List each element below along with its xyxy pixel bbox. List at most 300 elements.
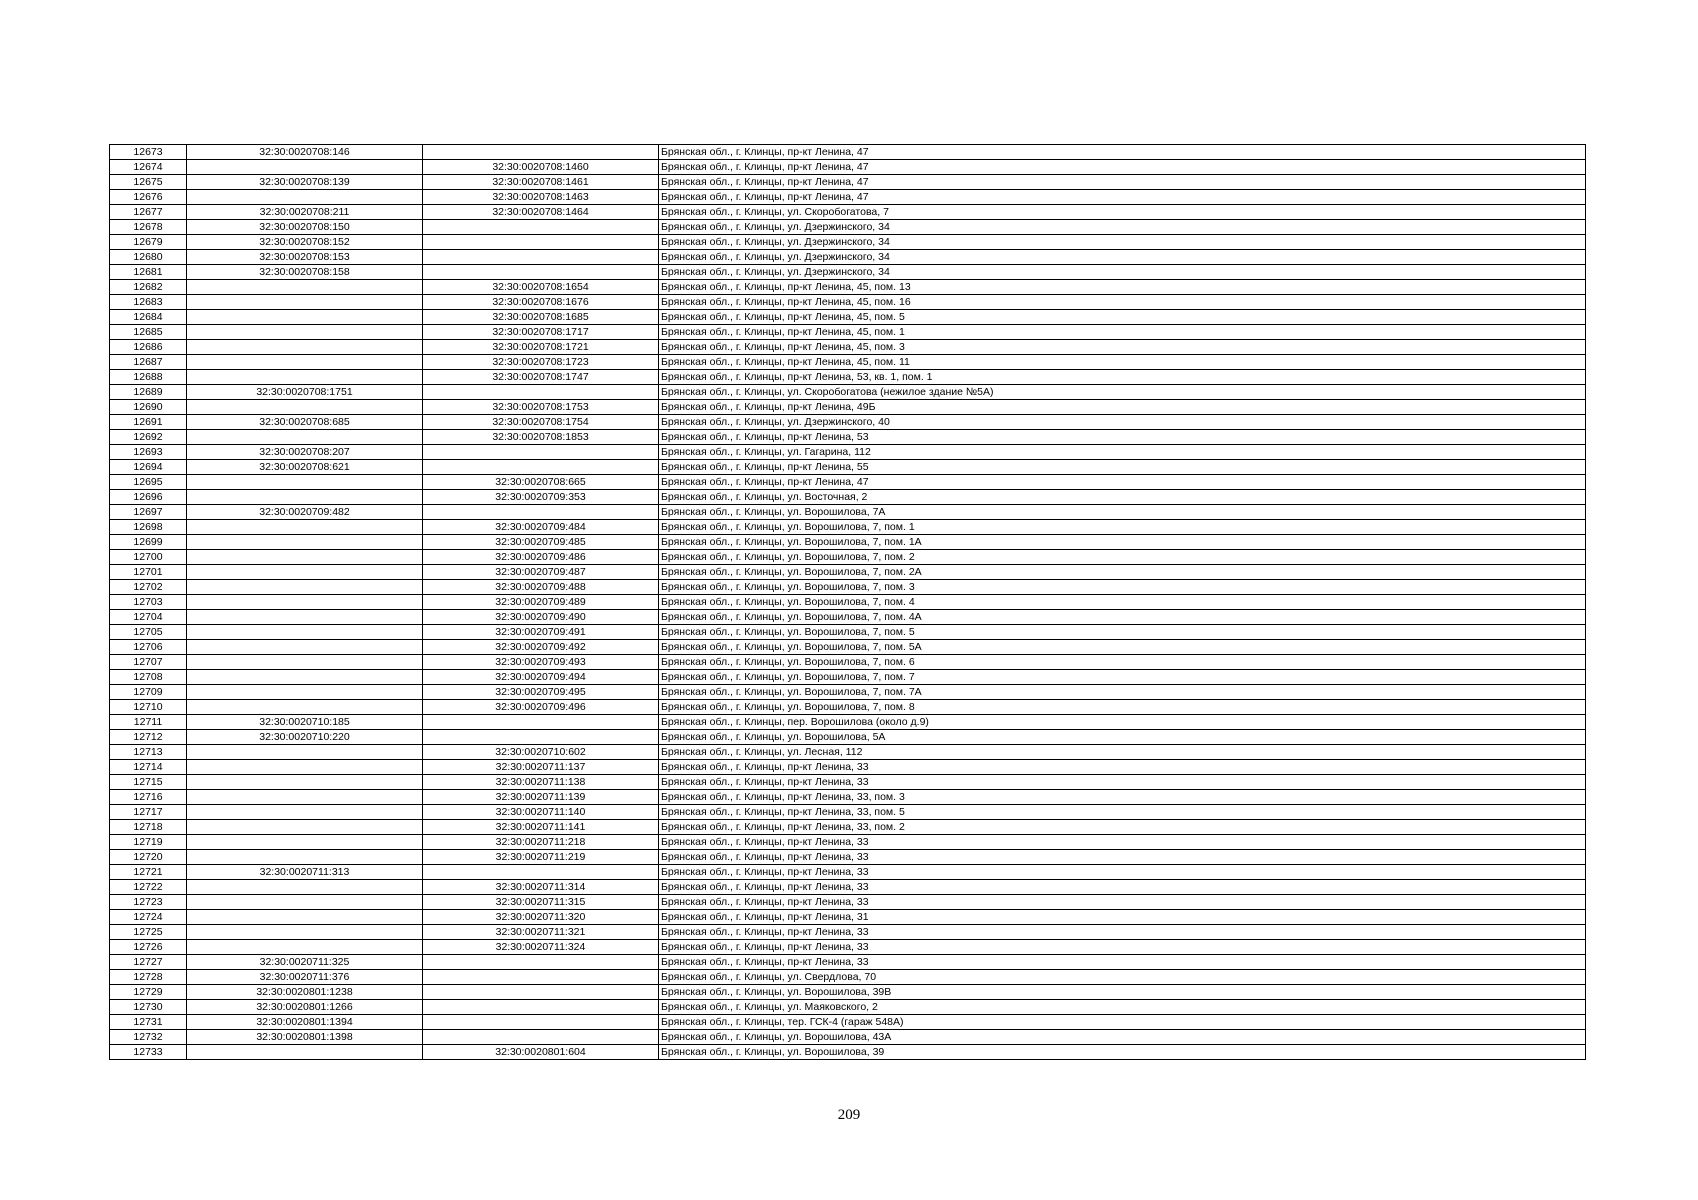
row-number-cell: 12688 [110, 370, 187, 385]
building-cadastral-number-cell: 32:30:0020711:141 [423, 820, 659, 835]
table-row [110, 970, 1586, 985]
table-row [110, 1030, 1586, 1045]
address-cell: Брянская обл., г. Клинцы, пр-кт Ленина, 45, пом. 1 [659, 325, 1586, 340]
building-cadastral-number-cell: 32:30:0020708:1717 [423, 325, 659, 340]
row-number-cell: 12676 [110, 190, 187, 205]
table-row [110, 235, 1586, 250]
address-cell: Брянская обл., г. Клинцы, ул. Ворошилова, 7, пом. 4 [659, 595, 1586, 610]
table-row [110, 1045, 1586, 1060]
address-cell: Брянская обл., г. Клинцы, ул. Ворошилова, 5А [659, 730, 1586, 745]
row-number-cell: 12674 [110, 160, 187, 175]
building-cadastral-number-cell: 32:30:0020709:485 [423, 535, 659, 550]
building-cadastral-number-cell: 32:30:0020711:314 [423, 880, 659, 895]
table-row [110, 610, 1586, 625]
address-cell: Брянская обл., г. Клинцы, ул. Лесная, 112 [659, 745, 1586, 760]
row-number-cell: 12718 [110, 820, 187, 835]
address-cell: Брянская обл., г. Клинцы, пр-кт Ленина, 33 [659, 775, 1586, 790]
address-cell: Брянская обл., г. Клинцы, ул. Скоробогатова (нежилое здание №5А) [659, 385, 1586, 400]
table-row [110, 760, 1586, 775]
building-cadastral-number-cell: 32:30:0020709:489 [423, 595, 659, 610]
table-row [110, 655, 1586, 670]
building-cadastral-number-cell: 32:30:0020708:1754 [423, 415, 659, 430]
address-cell: Брянская обл., г. Клинцы, пр-кт Ленина, 33 [659, 835, 1586, 850]
land-cadastral-number-cell [187, 1045, 423, 1060]
land-cadastral-number-cell [187, 850, 423, 865]
building-cadastral-number-cell: 32:30:0020711:315 [423, 895, 659, 910]
address-cell: Брянская обл., г. Клинцы, пр-кт Ленина, 47 [659, 190, 1586, 205]
address-cell: Брянская обл., г. Клинцы, пр-кт Ленина, 47 [659, 145, 1586, 160]
address-cell: Брянская обл., г. Клинцы, ул. Ворошилова, 7, пом. 5А [659, 640, 1586, 655]
land-cadastral-number-cell [187, 490, 423, 505]
address-cell: Брянская обл., г. Клинцы, пр-кт Ленина, 33, пом. 2 [659, 820, 1586, 835]
table-row [110, 355, 1586, 370]
land-cadastral-number-cell [187, 400, 423, 415]
building-cadastral-number-cell: 32:30:0020711:137 [423, 760, 659, 775]
table-row [110, 835, 1586, 850]
land-cadastral-number-cell [187, 190, 423, 205]
address-cell: Брянская обл., г. Клинцы, пр-кт Ленина, 47 [659, 175, 1586, 190]
land-cadastral-number-cell [187, 430, 423, 445]
address-cell: Брянская обл., г. Клинцы, пр-кт Ленина, 47 [659, 160, 1586, 175]
address-cell: Брянская обл., г. Клинцы, пр-кт Ленина, 31 [659, 910, 1586, 925]
table-row [110, 1015, 1586, 1030]
land-cadastral-number-cell [187, 895, 423, 910]
table-row [110, 595, 1586, 610]
land-cadastral-number-cell [187, 340, 423, 355]
address-cell: Брянская обл., г. Клинцы, пр-кт Ленина, 49Б [659, 400, 1586, 415]
address-cell: Брянская обл., г. Клинцы, пр-кт Ленина, 33 [659, 850, 1586, 865]
land-cadastral-number-cell [187, 745, 423, 760]
row-number-cell: 12727 [110, 955, 187, 970]
building-cadastral-number-cell: 32:30:0020709:494 [423, 670, 659, 685]
row-number-cell: 12695 [110, 475, 187, 490]
row-number-cell: 12708 [110, 670, 187, 685]
building-cadastral-number-cell [423, 730, 659, 745]
address-cell: Брянская обл., г. Клинцы, пр-кт Ленина, 55 [659, 460, 1586, 475]
land-cadastral-number-cell [187, 820, 423, 835]
building-cadastral-number-cell: 32:30:0020708:1461 [423, 175, 659, 190]
address-cell: Брянская обл., г. Клинцы, пр-кт Ленина, 53 [659, 430, 1586, 445]
address-cell: Брянская обл., г. Клинцы, ул. Ворошилова, 7, пом. 1 [659, 520, 1586, 535]
row-number-cell: 12732 [110, 1030, 187, 1045]
land-cadastral-number-cell: 32:30:0020709:482 [187, 505, 423, 520]
register-table-body [110, 145, 1586, 1060]
table-row [110, 190, 1586, 205]
building-cadastral-number-cell [423, 445, 659, 460]
table-row [110, 505, 1586, 520]
address-cell: Брянская обл., г. Клинцы, тер. ГСК-4 (гараж 548А) [659, 1015, 1586, 1030]
building-cadastral-number-cell: 32:30:0020708:1463 [423, 190, 659, 205]
address-cell: Брянская обл., г. Клинцы, ул. Дзержинского, 34 [659, 235, 1586, 250]
table-row [110, 220, 1586, 235]
row-number-cell: 12712 [110, 730, 187, 745]
row-number-cell: 12704 [110, 610, 187, 625]
row-number-cell: 12683 [110, 295, 187, 310]
address-cell: Брянская обл., г. Клинцы, пр-кт Ленина, 45, пом. 13 [659, 280, 1586, 295]
land-cadastral-number-cell [187, 520, 423, 535]
row-number-cell: 12694 [110, 460, 187, 475]
address-cell: Брянская обл., г. Клинцы, ул. Дзержинского, 40 [659, 415, 1586, 430]
property-register-table [109, 144, 1586, 1060]
table-row [110, 775, 1586, 790]
land-cadastral-number-cell [187, 310, 423, 325]
building-cadastral-number-cell: 32:30:0020708:1753 [423, 400, 659, 415]
table-row [110, 550, 1586, 565]
row-number-cell: 12682 [110, 280, 187, 295]
table-row [110, 520, 1586, 535]
address-cell: Брянская обл., г. Клинцы, пр-кт Ленина, 33 [659, 955, 1586, 970]
row-number-cell: 12703 [110, 595, 187, 610]
row-number-cell: 12689 [110, 385, 187, 400]
row-number-cell: 12691 [110, 415, 187, 430]
row-number-cell: 12713 [110, 745, 187, 760]
land-cadastral-number-cell: 32:30:0020708:153 [187, 250, 423, 265]
table-row [110, 670, 1586, 685]
land-cadastral-number-cell [187, 160, 423, 175]
table-row [110, 940, 1586, 955]
building-cadastral-number-cell [423, 385, 659, 400]
row-number-cell: 12699 [110, 535, 187, 550]
table-row [110, 790, 1586, 805]
address-cell: Брянская обл., г. Клинцы, ул. Дзержинского, 34 [659, 250, 1586, 265]
building-cadastral-number-cell [423, 220, 659, 235]
building-cadastral-number-cell [423, 970, 659, 985]
building-cadastral-number-cell: 32:30:0020711:139 [423, 790, 659, 805]
land-cadastral-number-cell: 32:30:0020708:621 [187, 460, 423, 475]
address-cell: Брянская обл., г. Клинцы, ул. Маяковского, 2 [659, 1000, 1586, 1015]
row-number-cell: 12707 [110, 655, 187, 670]
land-cadastral-number-cell: 32:30:0020708:150 [187, 220, 423, 235]
address-cell: Брянская обл., г. Клинцы, ул. Ворошилова, 7, пом. 6 [659, 655, 1586, 670]
building-cadastral-number-cell: 32:30:0020708:1464 [423, 205, 659, 220]
row-number-cell: 12729 [110, 985, 187, 1000]
table-row [110, 280, 1586, 295]
land-cadastral-number-cell: 32:30:0020801:1394 [187, 1015, 423, 1030]
row-number-cell: 12716 [110, 790, 187, 805]
row-number-cell: 12721 [110, 865, 187, 880]
table-row [110, 310, 1586, 325]
row-number-cell: 12710 [110, 700, 187, 715]
land-cadastral-number-cell [187, 325, 423, 340]
address-cell: Брянская обл., г. Клинцы, ул. Ворошилова, 43А [659, 1030, 1586, 1045]
land-cadastral-number-cell [187, 280, 423, 295]
address-cell: Брянская обл., г. Клинцы, ул. Ворошилова, 7, пом. 3 [659, 580, 1586, 595]
address-cell: Брянская обл., г. Клинцы, ул. Ворошилова, 39 [659, 1045, 1586, 1060]
building-cadastral-number-cell: 32:30:0020711:219 [423, 850, 659, 865]
table-row [110, 730, 1586, 745]
row-number-cell: 12705 [110, 625, 187, 640]
building-cadastral-number-cell: 32:30:0020711:140 [423, 805, 659, 820]
row-number-cell: 12725 [110, 925, 187, 940]
address-cell: Брянская обл., г. Клинцы, пр-кт Ленина, 33 [659, 760, 1586, 775]
building-cadastral-number-cell [423, 955, 659, 970]
building-cadastral-number-cell: 32:30:0020709:486 [423, 550, 659, 565]
building-cadastral-number-cell [423, 145, 659, 160]
land-cadastral-number-cell [187, 655, 423, 670]
address-cell: Брянская обл., г. Клинцы, пр-кт Ленина, 45, пом. 3 [659, 340, 1586, 355]
land-cadastral-number-cell: 32:30:0020710:220 [187, 730, 423, 745]
land-cadastral-number-cell: 32:30:0020711:376 [187, 970, 423, 985]
row-number-cell: 12711 [110, 715, 187, 730]
row-number-cell: 12692 [110, 430, 187, 445]
row-number-cell: 12719 [110, 835, 187, 850]
address-cell: Брянская обл., г. Клинцы, ул. Ворошилова, 7, пом. 4А [659, 610, 1586, 625]
land-cadastral-number-cell: 32:30:0020801:1238 [187, 985, 423, 1000]
building-cadastral-number-cell [423, 235, 659, 250]
land-cadastral-number-cell [187, 880, 423, 895]
land-cadastral-number-cell: 32:30:0020708:685 [187, 415, 423, 430]
land-cadastral-number-cell: 32:30:0020711:325 [187, 955, 423, 970]
table-row [110, 955, 1586, 970]
row-number-cell: 12678 [110, 220, 187, 235]
row-number-cell: 12681 [110, 265, 187, 280]
address-cell: Брянская обл., г. Клинцы, пр-кт Ленина, 33 [659, 925, 1586, 940]
row-number-cell: 12675 [110, 175, 187, 190]
table-row [110, 295, 1586, 310]
building-cadastral-number-cell: 32:30:0020711:324 [423, 940, 659, 955]
address-cell: Брянская обл., г. Клинцы, ул. Ворошилова, 7, пом. 8 [659, 700, 1586, 715]
address-cell: Брянская обл., г. Клинцы, пр-кт Ленина, 33, пом. 3 [659, 790, 1586, 805]
land-cadastral-number-cell: 32:30:0020708:158 [187, 265, 423, 280]
table-row [110, 535, 1586, 550]
land-cadastral-number-cell [187, 595, 423, 610]
building-cadastral-number-cell: 32:30:0020708:1721 [423, 340, 659, 355]
address-cell: Брянская обл., г. Клинцы, ул. Ворошилова, 7, пом. 1А [659, 535, 1586, 550]
building-cadastral-number-cell: 32:30:0020710:602 [423, 745, 659, 760]
table-row [110, 880, 1586, 895]
address-cell: Брянская обл., г. Клинцы, пр-кт Ленина, 33 [659, 940, 1586, 955]
land-cadastral-number-cell: 32:30:0020708:1751 [187, 385, 423, 400]
building-cadastral-number-cell: 32:30:0020709:496 [423, 700, 659, 715]
building-cadastral-number-cell: 32:30:0020709:487 [423, 565, 659, 580]
land-cadastral-number-cell: 32:30:0020708:152 [187, 235, 423, 250]
row-number-cell: 12723 [110, 895, 187, 910]
building-cadastral-number-cell [423, 460, 659, 475]
table-row [110, 490, 1586, 505]
land-cadastral-number-cell [187, 685, 423, 700]
land-cadastral-number-cell [187, 610, 423, 625]
land-cadastral-number-cell [187, 295, 423, 310]
land-cadastral-number-cell [187, 580, 423, 595]
row-number-cell: 12702 [110, 580, 187, 595]
row-number-cell: 12717 [110, 805, 187, 820]
row-number-cell: 12714 [110, 760, 187, 775]
table-row [110, 265, 1586, 280]
row-number-cell: 12726 [110, 940, 187, 955]
land-cadastral-number-cell [187, 925, 423, 940]
table-row [110, 700, 1586, 715]
land-cadastral-number-cell [187, 775, 423, 790]
row-number-cell: 12733 [110, 1045, 187, 1060]
table-row [110, 850, 1586, 865]
table-row [110, 205, 1586, 220]
row-number-cell: 12687 [110, 355, 187, 370]
row-number-cell: 12677 [110, 205, 187, 220]
address-cell: Брянская обл., г. Клинцы, пр-кт Ленина, 45, пом. 5 [659, 310, 1586, 325]
address-cell: Брянская обл., г. Клинцы, ул. Дзержинского, 34 [659, 265, 1586, 280]
land-cadastral-number-cell: 32:30:0020708:211 [187, 205, 423, 220]
address-cell: Брянская обл., г. Клинцы, ул. Ворошилова, 7, пом. 2А [659, 565, 1586, 580]
table-row [110, 385, 1586, 400]
row-number-cell: 12724 [110, 910, 187, 925]
building-cadastral-number-cell [423, 250, 659, 265]
building-cadastral-number-cell [423, 265, 659, 280]
table-row [110, 430, 1586, 445]
table-row [110, 865, 1586, 880]
address-cell: Брянская обл., г. Клинцы, ул. Гагарина, 112 [659, 445, 1586, 460]
building-cadastral-number-cell: 32:30:0020709:491 [423, 625, 659, 640]
row-number-cell: 12698 [110, 520, 187, 535]
table-row [110, 925, 1586, 940]
land-cadastral-number-cell [187, 760, 423, 775]
table-row [110, 460, 1586, 475]
table-row [110, 685, 1586, 700]
row-number-cell: 12679 [110, 235, 187, 250]
row-number-cell: 12686 [110, 340, 187, 355]
table-row [110, 415, 1586, 430]
table-row [110, 985, 1586, 1000]
row-number-cell: 12709 [110, 685, 187, 700]
building-cadastral-number-cell: 32:30:0020711:218 [423, 835, 659, 850]
land-cadastral-number-cell: 32:30:0020801:1398 [187, 1030, 423, 1045]
building-cadastral-number-cell: 32:30:0020709:353 [423, 490, 659, 505]
address-cell: Брянская обл., г. Клинцы, пр-кт Ленина, 33, пом. 5 [659, 805, 1586, 820]
table-row [110, 580, 1586, 595]
address-cell: Брянская обл., г. Клинцы, ул. Ворошилова, 7, пом. 2 [659, 550, 1586, 565]
building-cadastral-number-cell: 32:30:0020709:484 [423, 520, 659, 535]
row-number-cell: 12706 [110, 640, 187, 655]
building-cadastral-number-cell: 32:30:0020709:492 [423, 640, 659, 655]
address-cell: Брянская обл., г. Клинцы, пр-кт Ленина, 45, пом. 16 [659, 295, 1586, 310]
land-cadastral-number-cell [187, 910, 423, 925]
row-number-cell: 12673 [110, 145, 187, 160]
land-cadastral-number-cell: 32:30:0020710:185 [187, 715, 423, 730]
address-cell: Брянская обл., г. Клинцы, ул. Ворошилова, 7А [659, 505, 1586, 520]
table-row [110, 625, 1586, 640]
building-cadastral-number-cell: 32:30:0020708:1853 [423, 430, 659, 445]
address-cell: Брянская обл., г. Клинцы, пр-кт Ленина, 33 [659, 880, 1586, 895]
building-cadastral-number-cell: 32:30:0020801:604 [423, 1045, 659, 1060]
table-row [110, 1000, 1586, 1015]
table-row [110, 745, 1586, 760]
row-number-cell: 12697 [110, 505, 187, 520]
table-row [110, 805, 1586, 820]
row-number-cell: 12685 [110, 325, 187, 340]
building-cadastral-number-cell: 32:30:0020708:1685 [423, 310, 659, 325]
land-cadastral-number-cell: 32:30:0020708:146 [187, 145, 423, 160]
row-number-cell: 12731 [110, 1015, 187, 1030]
building-cadastral-number-cell [423, 1015, 659, 1030]
address-cell: Брянская обл., г. Клинцы, пер. Ворошилова (около д.9) [659, 715, 1586, 730]
land-cadastral-number-cell [187, 790, 423, 805]
address-cell: Брянская обл., г. Клинцы, ул. Ворошилова, 7, пом. 7 [659, 670, 1586, 685]
building-cadastral-number-cell: 32:30:0020708:1676 [423, 295, 659, 310]
table-row [110, 715, 1586, 730]
land-cadastral-number-cell: 32:30:0020708:207 [187, 445, 423, 460]
building-cadastral-number-cell [423, 1030, 659, 1045]
row-number-cell: 12701 [110, 565, 187, 580]
table-row [110, 910, 1586, 925]
table-row [110, 445, 1586, 460]
land-cadastral-number-cell [187, 940, 423, 955]
land-cadastral-number-cell [187, 805, 423, 820]
building-cadastral-number-cell: 32:30:0020711:320 [423, 910, 659, 925]
building-cadastral-number-cell: 32:30:0020711:321 [423, 925, 659, 940]
land-cadastral-number-cell [187, 550, 423, 565]
row-number-cell: 12693 [110, 445, 187, 460]
address-cell: Брянская обл., г. Клинцы, ул. Скоробогатова, 7 [659, 205, 1586, 220]
row-number-cell: 12722 [110, 880, 187, 895]
row-number-cell: 12715 [110, 775, 187, 790]
address-cell: Брянская обл., г. Клинцы, пр-кт Ленина, 45, пом. 11 [659, 355, 1586, 370]
land-cadastral-number-cell [187, 700, 423, 715]
building-cadastral-number-cell [423, 715, 659, 730]
land-cadastral-number-cell [187, 625, 423, 640]
land-cadastral-number-cell [187, 535, 423, 550]
building-cadastral-number-cell: 32:30:0020709:488 [423, 580, 659, 595]
table-row [110, 325, 1586, 340]
building-cadastral-number-cell: 32:30:0020709:493 [423, 655, 659, 670]
land-cadastral-number-cell [187, 640, 423, 655]
building-cadastral-number-cell: 32:30:0020709:495 [423, 685, 659, 700]
land-cadastral-number-cell [187, 670, 423, 685]
table-row [110, 565, 1586, 580]
table-row [110, 475, 1586, 490]
building-cadastral-number-cell [423, 1000, 659, 1015]
row-number-cell: 12728 [110, 970, 187, 985]
page-number: 209 [837, 1107, 861, 1123]
land-cadastral-number-cell: 32:30:0020801:1266 [187, 1000, 423, 1015]
table-row [110, 640, 1586, 655]
address-cell: Брянская обл., г. Клинцы, ул. Ворошилова, 7, пом. 5 [659, 625, 1586, 640]
table-row [110, 340, 1586, 355]
address-cell: Брянская обл., г. Клинцы, ул. Свердлова, 70 [659, 970, 1586, 985]
address-cell: Брянская обл., г. Клинцы, ул. Дзержинского, 34 [659, 220, 1586, 235]
land-cadastral-number-cell [187, 475, 423, 490]
table-row [110, 250, 1586, 265]
address-cell: Брянская обл., г. Клинцы, ул. Восточная, 2 [659, 490, 1586, 505]
row-number-cell: 12720 [110, 850, 187, 865]
row-number-cell: 12730 [110, 1000, 187, 1015]
building-cadastral-number-cell [423, 985, 659, 1000]
table-row [110, 400, 1586, 415]
address-cell: Брянская обл., г. Клинцы, ул. Ворошилова, 7, пом. 7А [659, 685, 1586, 700]
row-number-cell: 12700 [110, 550, 187, 565]
row-number-cell: 12684 [110, 310, 187, 325]
land-cadastral-number-cell [187, 355, 423, 370]
row-number-cell: 12690 [110, 400, 187, 415]
table-row [110, 370, 1586, 385]
building-cadastral-number-cell: 32:30:0020708:1460 [423, 160, 659, 175]
table-row [110, 175, 1586, 190]
address-cell: Брянская обл., г. Клинцы, пр-кт Ленина, 47 [659, 475, 1586, 490]
table-row [110, 895, 1586, 910]
row-number-cell: 12696 [110, 490, 187, 505]
address-cell: Брянская обл., г. Клинцы, ул. Ворошилова, 39В [659, 985, 1586, 1000]
table-row [110, 820, 1586, 835]
building-cadastral-number-cell: 32:30:0020709:490 [423, 610, 659, 625]
land-cadastral-number-cell [187, 370, 423, 385]
table-row [110, 160, 1586, 175]
address-cell: Брянская обл., г. Клинцы, пр-кт Ленина, 33 [659, 865, 1586, 880]
building-cadastral-number-cell: 32:30:0020708:665 [423, 475, 659, 490]
address-cell: Брянская обл., г. Клинцы, пр-кт Ленина, 33 [659, 895, 1586, 910]
building-cadastral-number-cell [423, 865, 659, 880]
address-cell: Брянская обл., г. Клинцы, пр-кт Ленина, 53, кв. 1, пом. 1 [659, 370, 1586, 385]
land-cadastral-number-cell: 32:30:0020711:313 [187, 865, 423, 880]
building-cadastral-number-cell: 32:30:0020708:1747 [423, 370, 659, 385]
land-cadastral-number-cell [187, 565, 423, 580]
